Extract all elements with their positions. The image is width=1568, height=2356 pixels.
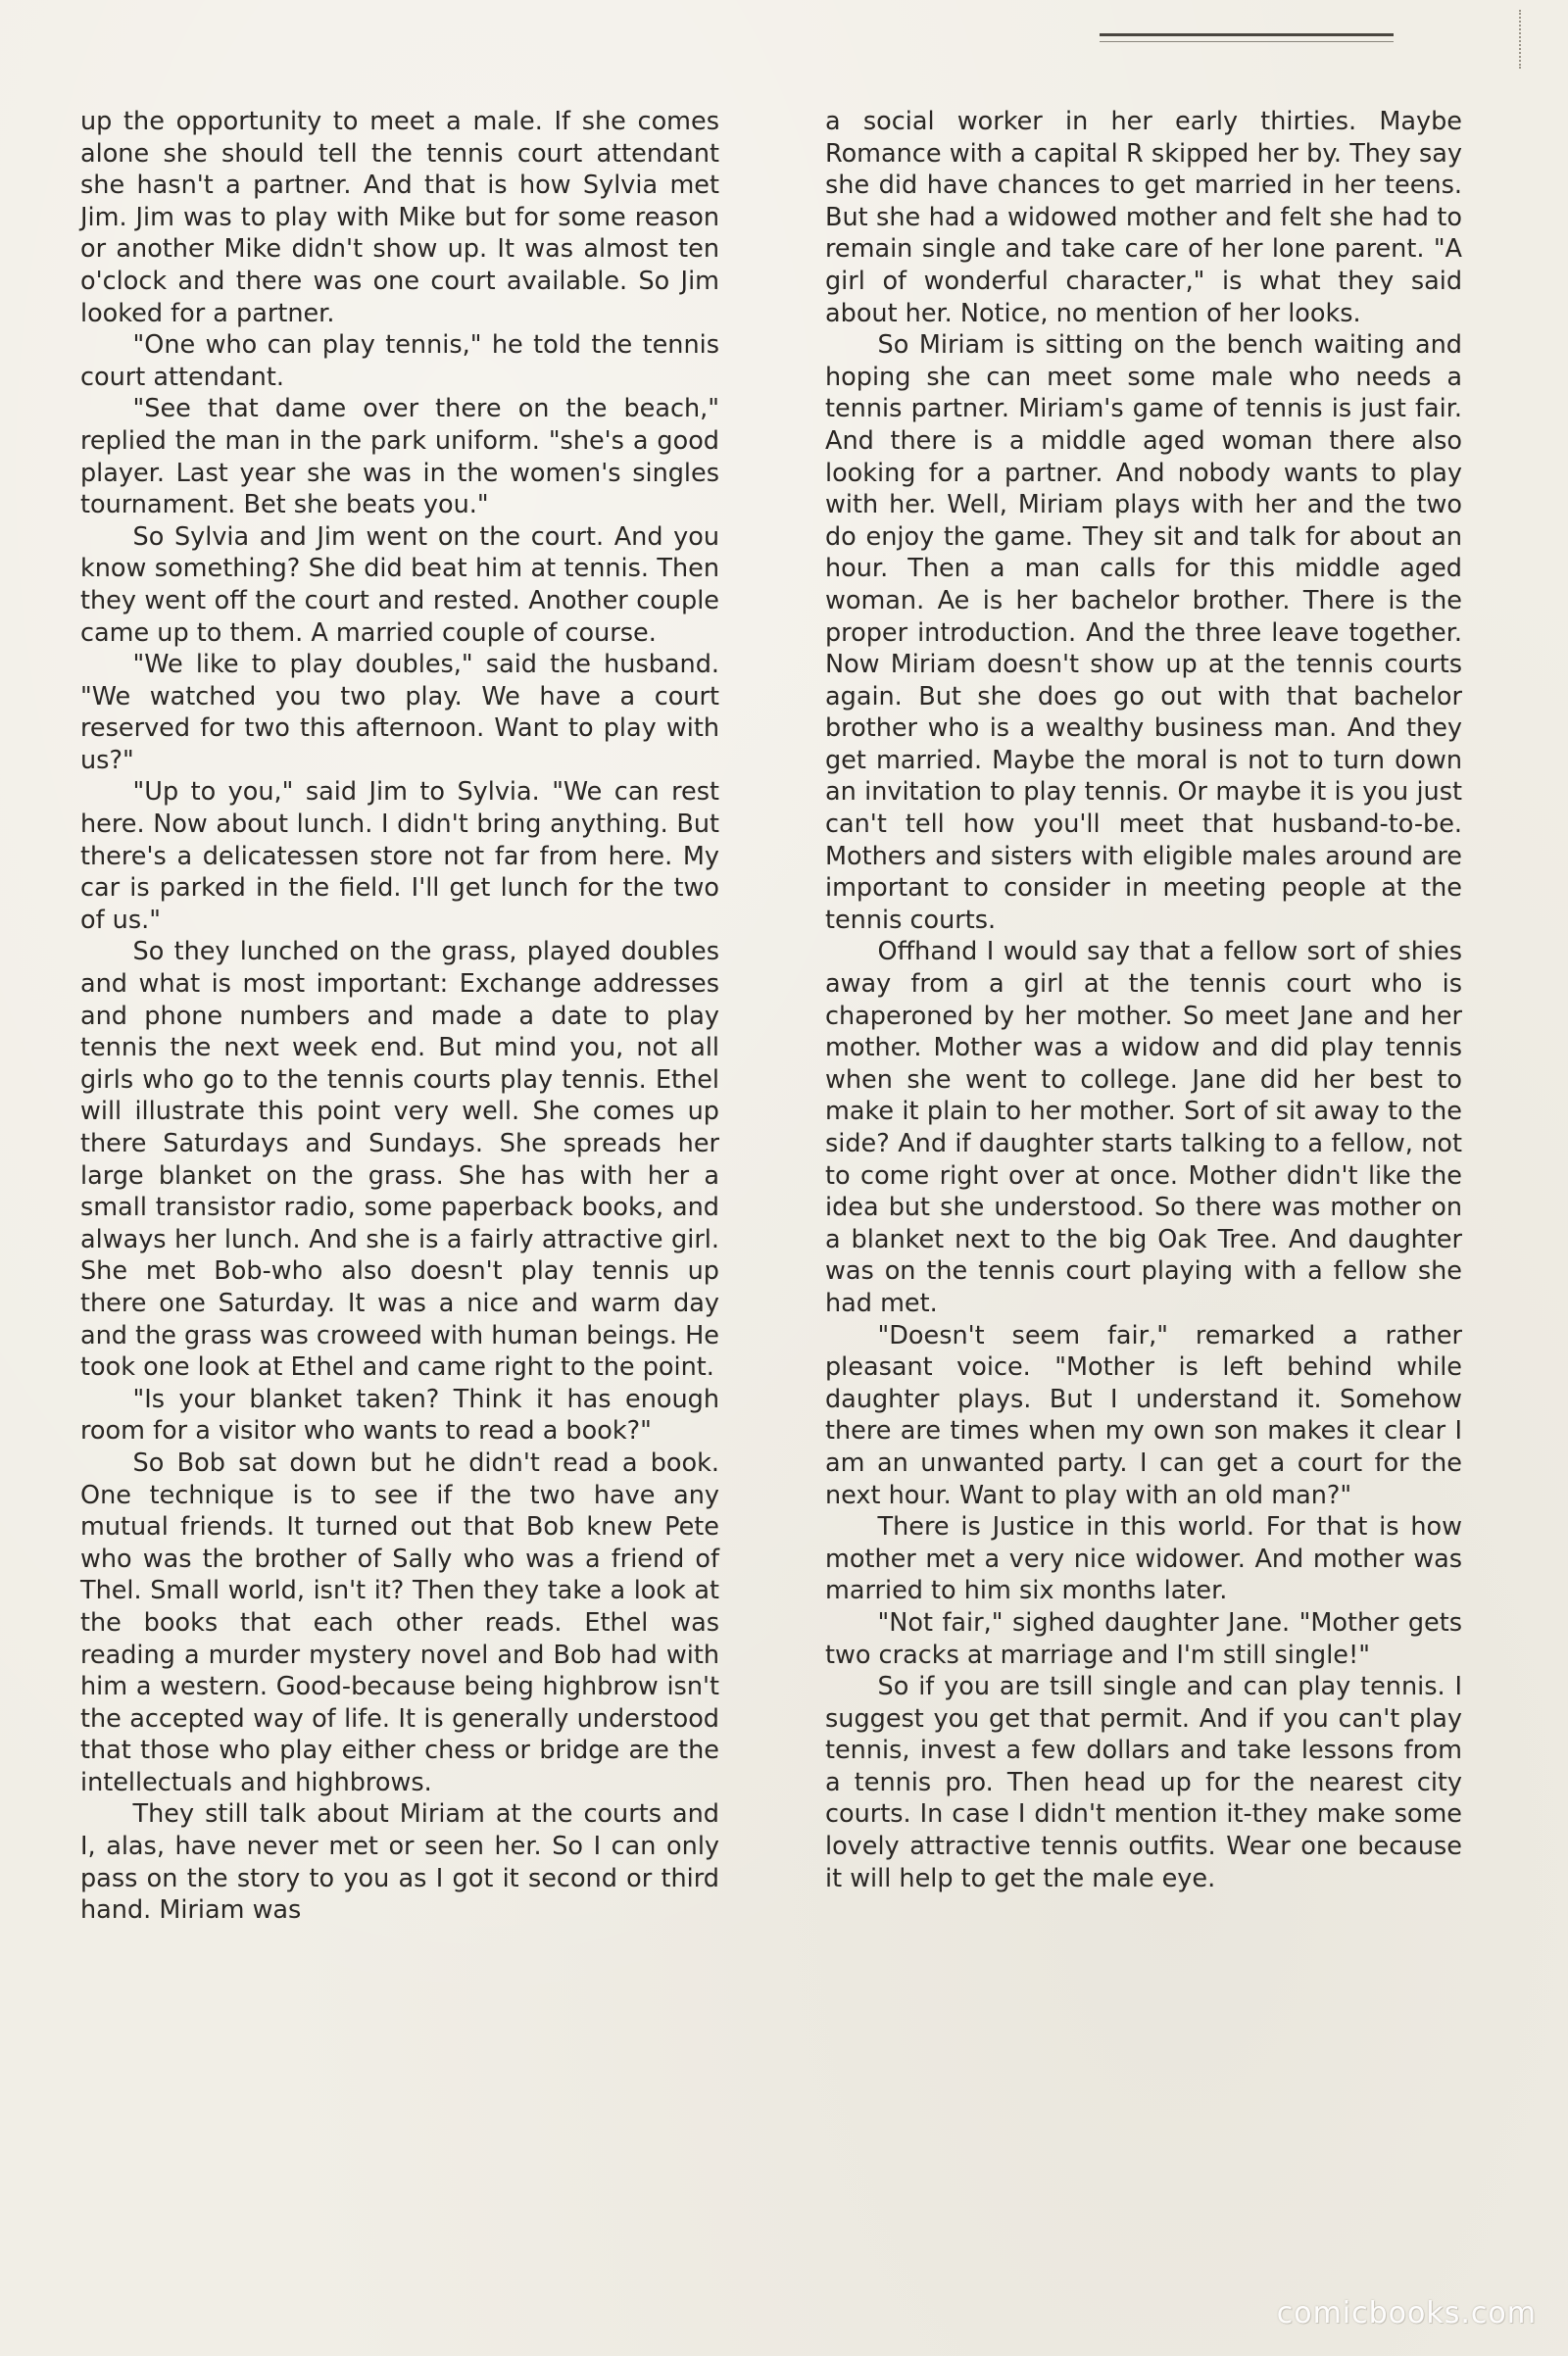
article-paragraph: Offhand I would say that a fellow sort of shies away from a girl at the tennis court who is chaperoned by her mother. So meet Jane and her mother. Mother was a widow and did play tennis when she went to college. Jane did her best to make it plain to her mother. Sort of sit away to the side? And if daughter starts talking to a fellow, not to come right over at once. Mother didn't like the idea but she understood. So there was mother on a blanket next to the big Oak Tree. And daughter was on the tennis court playing with a fellow she had met.	[825, 937, 1462, 1318]
article-paragraph: So they lunched on the grass, played doubles and what is most important: Exchange addresses and phone numbers and made a date to play tennis the next week end. But mind you, not all girls who go to the tennis courts play tennis. Ethel will illustrate this point very well. She comes up there Saturdays and Sundays. She spreads her large blanket on the grass. She has with her a small transistor radio, some paperback books, and always her lunch. And she is a fairly attractive girl. She met Bob-who also doesn't play tennis up there one Saturday. It was a nice and warm day and the grass was croweed with human beings. He took one look at Ethel and came right to the point.	[80, 937, 719, 1383]
left-text-column	[80, 106, 719, 1927]
right-text-column	[825, 106, 1462, 1894]
article-paragraph: "We like to play doubles," said the husband. "We watched you two play. We have a court reserved for two this afternoon. Want to play with us?"	[80, 650, 719, 775]
article-paragraph: "Is your blanket taken? Think it has enough room for a visitor who wants to read a book?"	[80, 1384, 719, 1447]
article-paragraph: "Doesn't seem fair," remarked a rather pleasant voice. "Mother is left behind while daughter plays. But I understand it. Somehow there are times when my own son makes it clear I am an unwanted party. I can get a court for the next hour. Want to play with an old man?"	[825, 1320, 1462, 1510]
article-paragraph: "Up to you," said Jim to Sylvia. "We can rest here. Now about lunch. I didn't bring anything. But there's a delicatessen store not far from here. My car is parked in the field. I'll get lunch for the two of us."	[80, 777, 719, 935]
article-paragraph: They still talk about Miriam at the courts and I, alas, have never met or seen her. So I can only pass on the story to you as I got it second or third hand. Miriam was	[80, 1799, 719, 1926]
site-watermark: comicbooks.com	[1276, 2296, 1537, 2331]
article-paragraph: So Sylvia and Jim went on the court. And you know something? She did beat him at tennis. Then they went off the court and rested. Another couple came up to them. A married couple of course.	[80, 521, 719, 648]
page-edge-mark	[1519, 10, 1529, 69]
article-paragraph: So Miriam is sitting on the bench waiting and hoping she can meet some male who needs a tennis partner. Miriam's game of tennis is just fair. And there is a middle aged woman there also looking for a partner. And nobody wants to play with her. Well, Miriam plays with her and the two do enjoy the game. They sit and talk for about an hour. Then a man calls for this middle aged woman. Ae is her bachelor brother. There is the proper introduction. And the three leave together. Now Miriam doesn't show up at the tennis courts again. But she does go out with that bachelor brother who is a wealthy business man. And they get married. Maybe the moral is not to turn down an invitation to play tennis. Or maybe it is you just can't tell how you'll meet that husband-to-be. Mothers and sisters with eligible males around are important to consider in meeting people at the tennis courts.	[825, 330, 1462, 935]
header-rule	[1100, 33, 1394, 42]
article-paragraph: "See that dame over there on the beach," replied the man in the park uniform. "she's a good player. Last year she was in the women's singles tournament. Bet she beats you."	[80, 394, 719, 520]
article-paragraph: a social worker in her early thirties. Maybe Romance with a capital R skipped her by. They say she did have chances to get married in her teens. But she had a widowed mother and felt she had to remain single and take care of her lone parent. "A girl of wonderful character," is what they said about her. Notice, no mention of her looks.	[825, 107, 1462, 328]
article-paragraph: "Not fair," sighed daughter Jane. "Mother gets two cracks at marriage and I'm still single!"	[825, 1607, 1462, 1670]
article-paragraph: up the opportunity to meet a male. If she comes alone she should tell the tennis court attendant she hasn't a partner. And that is how Sylvia met Jim. Jim was to play with Mike but for some reason or another Mike didn't show up. It was almost ten o'clock and there was one court available. So Jim looked for a partner.	[80, 107, 719, 328]
article-paragraph: So Bob sat down but he didn't read a book. One technique is to see if the two have any mutual friends. It turned out that Bob knew Pete who was the brother of Sally who was a friend of Thel. Small world, isn't it? Then they take a look at the books that each other reads. Ethel was reading a murder mystery novel and Bob had with him a western. Good-because being highbrow isn't the accepted way of life. It is generally understood that those who play either chess or bridge are the intellectuals and highbrows.	[80, 1448, 719, 1797]
article-paragraph: So if you are tsill single and can play tennis. I suggest you get that permit. And if you can't play tennis, invest a few dollars and take lessons from a tennis pro. Then head up for the nearest city courts. In case I didn't mention it-they make some lovely attractive tennis outfits. Wear one because it will help to get the male eye.	[825, 1672, 1462, 1893]
article-paragraph: There is Justice in this world. For that is how mother met a very nice widower. And mother was married to him six months later.	[825, 1512, 1462, 1606]
article-paragraph: "One who can play tennis," he told the tennis court attendant.	[80, 330, 719, 392]
